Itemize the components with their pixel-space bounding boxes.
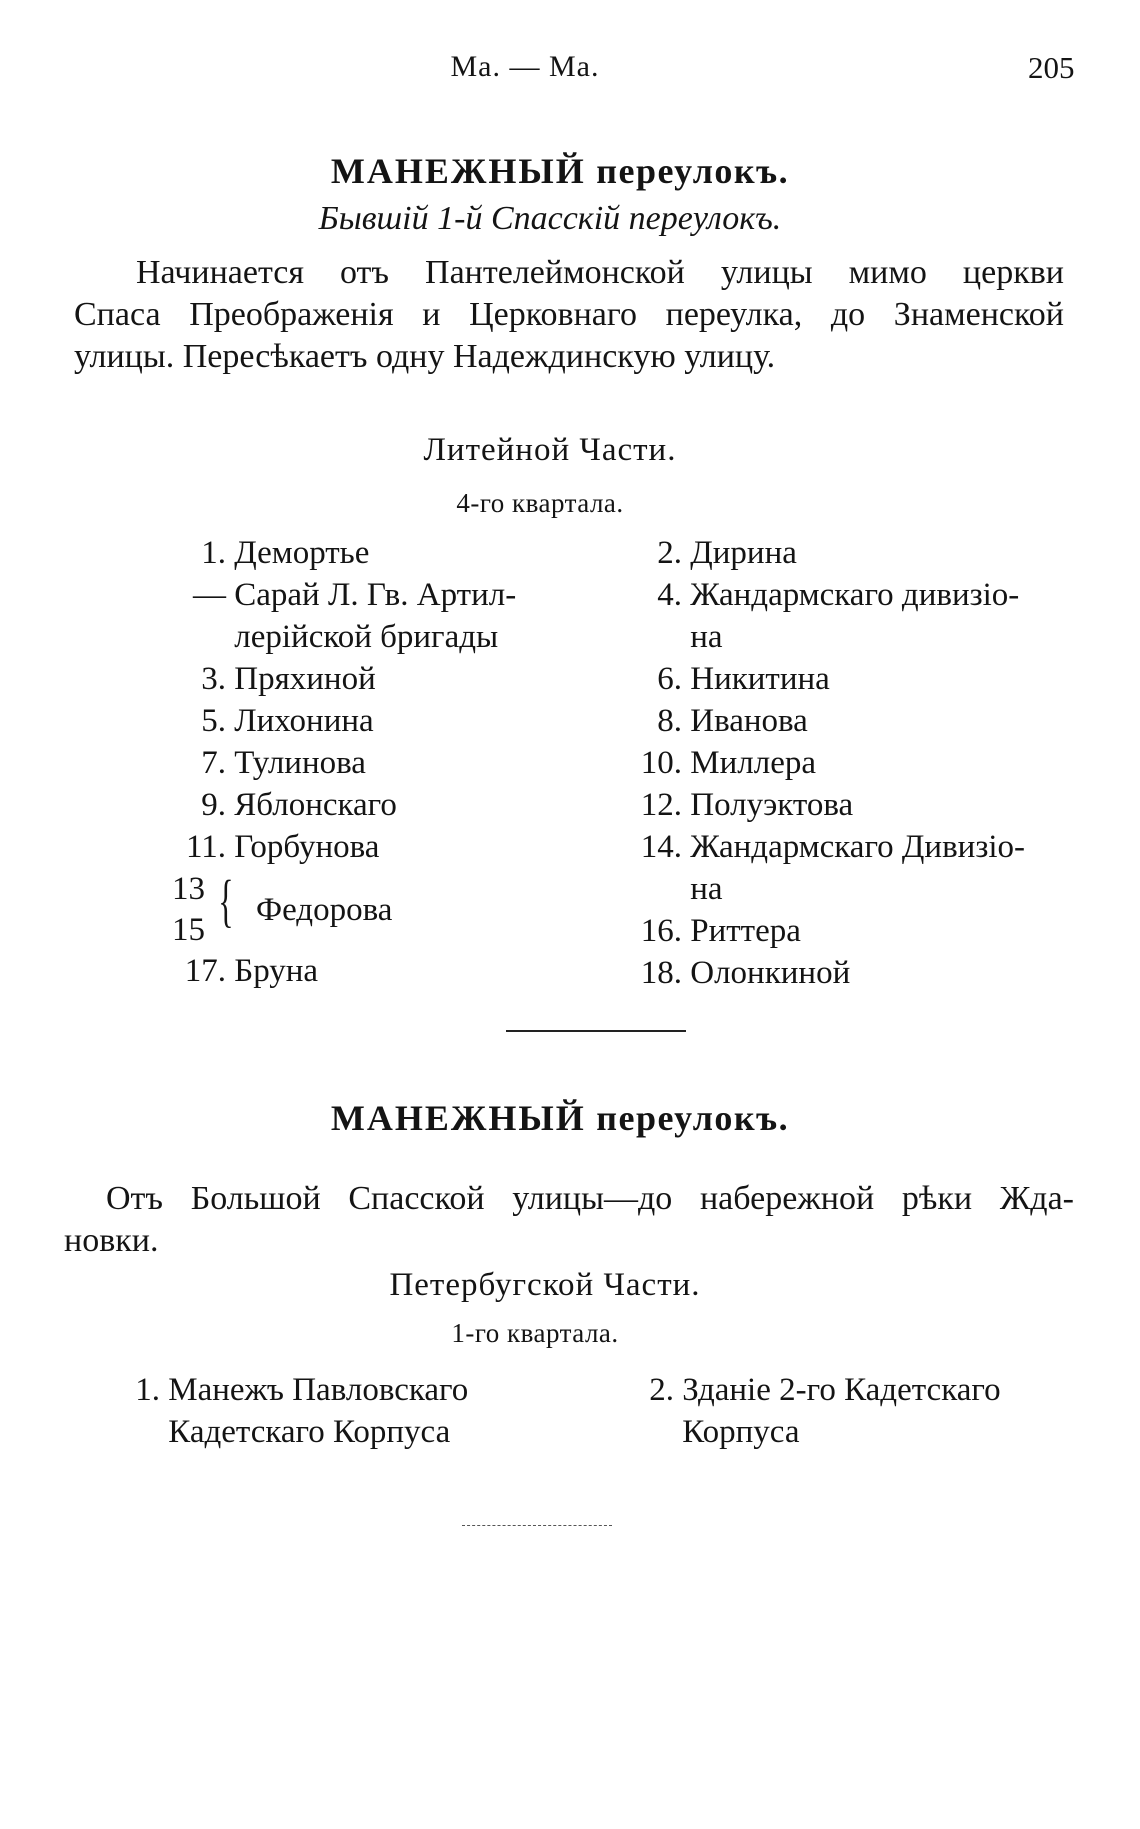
list-item: 17. Бруна	[184, 953, 319, 989]
list-item: 3. Пряхиной	[201, 661, 376, 697]
list-item: 5. Лихонина	[201, 703, 374, 739]
district-heading: Литейной Части.	[423, 432, 677, 468]
list-item: 4. Жандармскаго дивизіо-	[657, 577, 1020, 613]
section-title-caps: МАНЕЖНЫЙ	[330, 151, 586, 191]
section-title-rest: переулокъ.	[596, 151, 790, 191]
quarter-heading: 1-го квартала.	[451, 1318, 619, 1348]
former-name: Бывшій 1-й Спасскій переулокъ.	[318, 200, 782, 237]
section-title-caps: МАНЕЖНЫЙ	[330, 1098, 586, 1138]
quarter-heading: 4-го квартала.	[456, 488, 624, 518]
list-item: 2. Зданіе 2-го Кадетскаго	[649, 1372, 1001, 1408]
list-item: 12. Полуэктова	[640, 787, 854, 823]
list-item: Кадетскаго Корпуса	[168, 1414, 451, 1450]
section-divider	[506, 1030, 686, 1032]
running-head: Ма. — Ма.	[450, 50, 600, 83]
page-number: 205	[1028, 50, 1075, 85]
list-item: 8. Иванова	[657, 703, 808, 739]
list-item: 11. Горбунова	[185, 829, 380, 865]
description-line: Спаса Преображенія и Церковнаго переулка, до Знаменской	[74, 296, 1064, 333]
list-item: на	[690, 871, 723, 907]
list-item: 2. Дирина	[657, 535, 797, 571]
description-line: новки.	[64, 1222, 159, 1259]
curly-brace-icon: {	[218, 868, 234, 933]
list-item: 18. Олонкиной	[640, 955, 851, 991]
list-item: на	[690, 619, 723, 655]
list-item: 1. Манежъ Павловскаго	[135, 1372, 469, 1408]
district-heading: Петербугской Части.	[389, 1267, 701, 1303]
description-line: улицы. Пересѣкаетъ одну Надеждинскую улицу.	[74, 338, 776, 375]
section-title-rest: переулокъ.	[596, 1098, 790, 1138]
list-item: 16. Риттера	[640, 913, 801, 949]
list-item: 6. Никитина	[657, 661, 830, 697]
list-item: 7. Тулинова	[201, 745, 366, 781]
list-item: лерійской бригады	[234, 619, 499, 655]
list-item: — Сарай Л. Гв. Артил-	[193, 577, 517, 613]
street-description	[74, 252, 1064, 378]
list-item: 1. Демортье	[201, 535, 370, 571]
street-description	[64, 1178, 1074, 1262]
list-item: Корпуса	[682, 1414, 800, 1450]
bracket-number-bottom: 15	[172, 912, 205, 948]
list-item: 14. Жандармскаго Дивизіо-	[640, 829, 1026, 865]
list-item: 10. Миллера	[640, 745, 816, 781]
description-line: Отъ Большой Спасской улицы—до набережной рѣки Жда-	[106, 1180, 1074, 1217]
bracket-number-top: 13	[172, 871, 205, 907]
list-item: 9. Яблонскаго	[201, 787, 397, 823]
section-title	[0, 1097, 1130, 1139]
description-line: Начинается отъ Пантелеймонской улицы мимо церкви	[136, 254, 1064, 291]
section-title	[0, 150, 1130, 192]
end-divider	[462, 1525, 612, 1526]
bracket-entry-name: Федорова	[256, 892, 393, 928]
